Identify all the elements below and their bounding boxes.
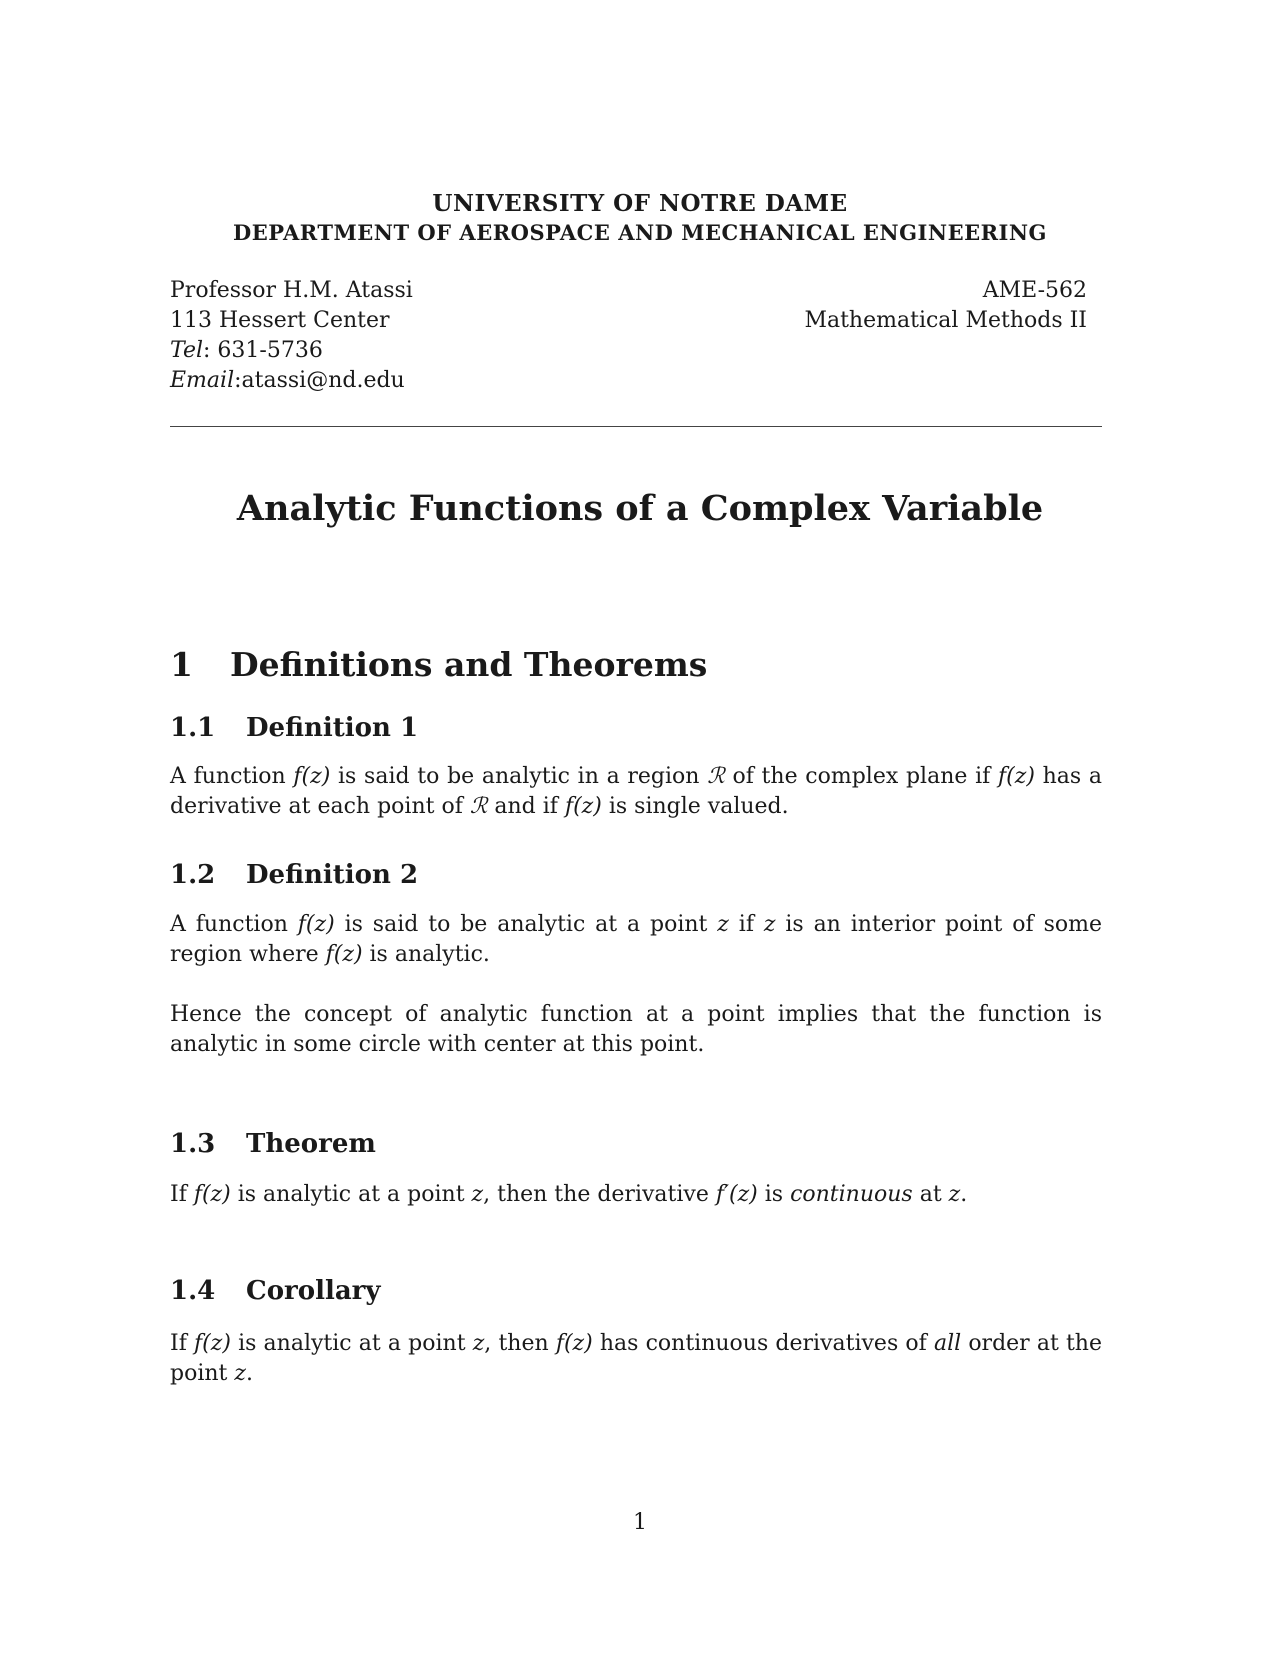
subsection-number: 1.3: [170, 1129, 216, 1159]
math-fz: f(z): [293, 764, 331, 789]
math-fz: f(z): [325, 942, 363, 967]
definition-2-note: Hence the concept of analytic function at a point implies that the function is analytic in some circle with center at this point.: [170, 1002, 1102, 1057]
course-info-block: [804, 276, 1087, 336]
institution-name: UNIVERSITY OF NOTRE DAME: [432, 190, 848, 217]
math-fz: f(z): [998, 764, 1035, 789]
professor-name: Professor H.M. Atassi: [170, 278, 413, 303]
professor-contact-block: [170, 276, 413, 396]
subsection-title: Definition 1: [246, 713, 419, 743]
math-fz: f(z): [564, 794, 602, 819]
math-z: z: [948, 1182, 961, 1207]
math-region-r: ℛ: [707, 764, 725, 789]
subsection-title: Corollary: [246, 1276, 381, 1306]
math-z: z: [234, 1361, 246, 1386]
math-z: z: [763, 912, 776, 937]
subsection-heading-1-3: [170, 1129, 376, 1159]
office-address: 113 Hessert Center: [170, 308, 390, 333]
theorem-text: If f(z) is analytic at a point z, then the derivative f′(z) is continuous at z.: [170, 1182, 968, 1207]
math-z: z: [472, 1331, 485, 1356]
page-number: 1: [633, 1510, 647, 1535]
emphasis-all: all: [933, 1331, 962, 1356]
section-title: Definitions and Theorems: [230, 645, 708, 684]
subsection-number: 1.2: [170, 860, 216, 890]
email-label: Email: [170, 368, 235, 393]
subsection-heading-1-1: [170, 713, 418, 743]
math-z: z: [471, 1182, 484, 1207]
corollary-text: If f(z) is analytic at a point z, then f(z) has continuous derivatives of all order at the point z.: [170, 1331, 1102, 1386]
definition-2-text: A function f(z) is said to be analytic at a point z if z is an interior point of some region where f(z) is analytic.: [170, 912, 1102, 967]
tel-label: Tel: [170, 338, 204, 363]
email: [170, 366, 413, 396]
email-value: :atassi@nd.edu: [234, 368, 405, 393]
math-region-r: ℛ: [469, 794, 488, 819]
math-fprime-z: f′(z): [715, 1182, 758, 1207]
definition-1-text: A function f(z) is said to be analytic in a region ℛ of the complex plane if f(z) has a derivative at each point of ℛ and if f(z) is single valued.: [170, 764, 1103, 819]
subsection-heading-1-2: [170, 860, 418, 890]
section-heading-1: [170, 645, 707, 684]
subsection-number: 1.1: [170, 713, 216, 743]
course-code: AME-562: [982, 278, 1087, 303]
math-z: z: [717, 912, 729, 937]
subsection-title: Theorem: [246, 1129, 376, 1159]
math-fz: f(z): [297, 912, 335, 937]
tel-value: : 631-5736: [203, 338, 323, 363]
math-fz: f(z): [194, 1331, 231, 1356]
emphasis-continuous: continuous: [790, 1182, 913, 1207]
subsection-title: Definition 2: [246, 860, 419, 890]
math-fz: f(z): [555, 1331, 593, 1356]
section-number: 1: [170, 645, 193, 684]
subsection-number: 1.4: [170, 1276, 216, 1306]
department-name: DEPARTMENT OF AEROSPACE AND MECHANICAL ENGINEERING: [233, 220, 1047, 245]
telephone: [170, 336, 413, 366]
subsection-heading-1-4: [170, 1276, 380, 1306]
math-fz: f(z): [193, 1182, 231, 1207]
document-title: Analytic Functions of a Complex Variable: [236, 488, 1044, 529]
course-name: Mathematical Methods II: [804, 308, 1087, 333]
header-divider: [170, 426, 1102, 427]
